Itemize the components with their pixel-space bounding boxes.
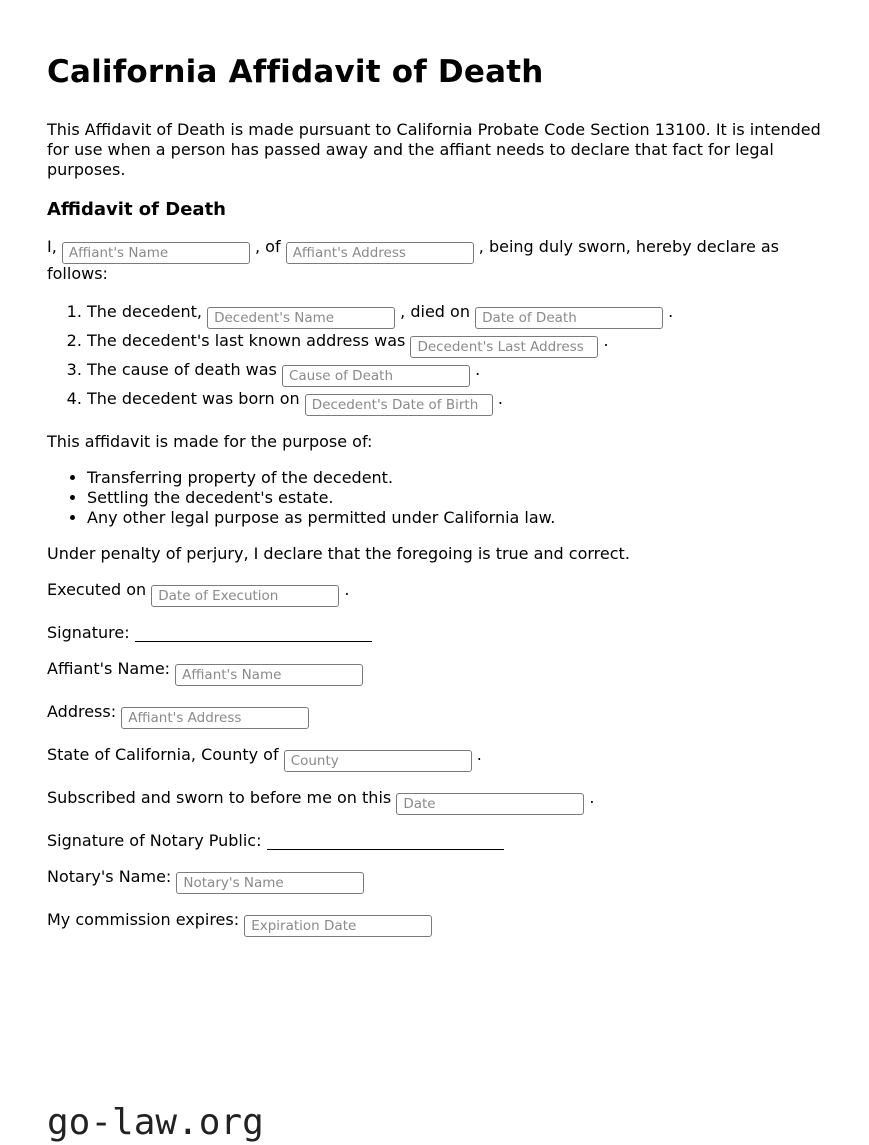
fact-item-date-of-birth: [87, 387, 822, 416]
county-label: State of California, County of: [47, 745, 279, 764]
affiant-address-line: [47, 702, 822, 729]
affiant-address-confirm-input[interactable]: [121, 707, 309, 729]
executed-on-label: Executed on: [47, 580, 147, 599]
purpose-item-transfer: • Transferring property of the decedent.: [87, 468, 822, 488]
fact-text: , died on: [400, 302, 470, 321]
fact-text: The decedent's last known address was: [87, 331, 406, 350]
sworn-post-text: .: [589, 788, 595, 807]
executed-on-line: [47, 580, 822, 607]
date-of-execution-input[interactable]: [151, 585, 339, 607]
sworn-date-input[interactable]: [396, 793, 584, 815]
sworn-label: Subscribed and sworn to before me on this: [47, 788, 392, 807]
decedent-last-address-input[interactable]: [410, 336, 598, 358]
intro-paragraph: This Affidavit of Death is made pursuant to California Probate Code Section 13100. It is intended for use when a person has passed away and the affiant needs to declare that fact for legal purposes.: [47, 120, 821, 179]
notary-signature-blank-line: [267, 833, 504, 850]
fact-text: The cause of death was: [87, 360, 277, 379]
facts-list: [47, 300, 822, 416]
perjury-statement: Under penalty of perjury, I declare that the foregoing is true and correct.: [47, 544, 630, 563]
notary-name-label: Notary's Name:: [47, 867, 172, 886]
section-heading: Affidavit of Death: [47, 199, 226, 220]
county-input[interactable]: [284, 750, 472, 772]
declaration-line: [47, 237, 822, 284]
signature-label: Signature:: [47, 623, 130, 642]
fact-item-last-address: [87, 329, 822, 358]
cause-of-death-input[interactable]: [282, 365, 470, 387]
notary-name-line: [47, 867, 822, 894]
signature-blank-line: [135, 625, 372, 642]
declaration-pre-text: I,: [47, 237, 57, 256]
notary-signature-line: [47, 831, 822, 851]
fact-text: The decedent was born on: [87, 389, 300, 408]
decedent-dob-input[interactable]: [305, 394, 493, 416]
fact-text: .: [475, 360, 481, 379]
fact-text: .: [497, 389, 503, 408]
fact-text: .: [668, 302, 674, 321]
affiant-name-confirm-input[interactable]: [175, 664, 363, 686]
signature-line: [47, 623, 822, 643]
affiant-address-label: Address:: [47, 702, 117, 721]
footer-brand: go-law.org: [47, 1102, 264, 1143]
sworn-line: [47, 788, 822, 815]
executed-on-post-text: .: [344, 580, 350, 599]
fact-item-decedent: [87, 300, 822, 329]
notary-name-input[interactable]: [176, 872, 364, 894]
fact-item-cause-of-death: [87, 358, 822, 387]
decedent-name-input[interactable]: [207, 307, 395, 329]
county-line: [47, 745, 822, 772]
purpose-list: [47, 468, 822, 528]
declaration-post-text: , being duly sworn, hereby declare as follows:: [47, 237, 780, 283]
fact-text: The decedent,: [87, 302, 202, 321]
commission-label: My commission expires:: [47, 910, 240, 929]
county-post-text: .: [476, 745, 482, 764]
notary-signature-label: Signature of Notary Public:: [47, 831, 262, 850]
affiant-name-label: Affiant's Name:: [47, 659, 171, 678]
fact-text: .: [603, 331, 609, 350]
purpose-item-settle: • Settling the decedent's estate.: [87, 488, 822, 508]
affiant-name-line: [47, 659, 822, 686]
affiant-name-input[interactable]: [62, 242, 250, 264]
affiant-address-input[interactable]: [286, 242, 474, 264]
declaration-mid-text: , of: [255, 237, 281, 256]
purpose-intro: This affidavit is made for the purpose of:: [47, 432, 373, 451]
purpose-item-other: • Any other legal purpose as permitted under California law.: [87, 508, 822, 528]
commission-line: [47, 910, 822, 937]
commission-expiration-input[interactable]: [244, 915, 432, 937]
date-of-death-input[interactable]: [475, 307, 663, 329]
page-title: California Affidavit of Death: [47, 54, 544, 90]
